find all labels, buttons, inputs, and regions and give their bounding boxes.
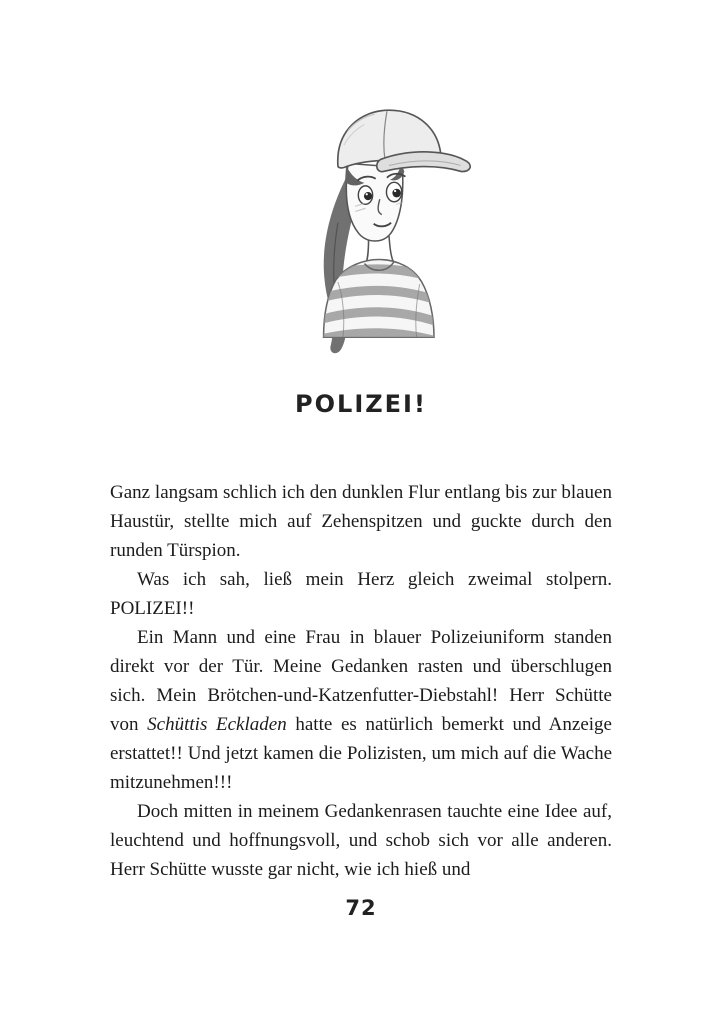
paragraph: Was ich sah, ließ mein Herz gleich zweimal stolpern. POLIZEI!!: [110, 569, 612, 619]
paragraph-text: hatte es natürlich bemerkt und Anzeige erstattet!! Und jetzt kamen die Polizisten, um mich auf die Wache mitzunehmen!!!: [110, 714, 612, 793]
body-text: [110, 478, 612, 884]
paragraph-text: Ein Mann und eine Frau in blauer Polizeiuniform standen direkt vor der Tür. Meine Gedanken rasten und überschlugen sich. Mein Brötchen-und-Katzenfutter-Diebstahl! Herr Schütte von: [110, 627, 612, 735]
paragraph: Doch mitten in meinem Gedankenrasen tauchte eine Idee auf, leuchtend und hoffnungsvoll, und schob sich vor alle anderen. Herr Schütte wusste gar nicht, wie ich hieß und: [110, 801, 612, 880]
italic-store-name: Schüttis Eckladen: [147, 714, 287, 735]
paragraph: Ganz langsam schlich ich den dunklen Flur entlang bis zur blauen Haustür, stellte mich auf Zehenspitzen und guckte durch den runden Türspion.: [110, 482, 612, 561]
page-number: 72: [345, 896, 377, 920]
girl-sketch-illustration: [297, 100, 482, 377]
paragraph: [110, 623, 612, 797]
chapter-title: POLIZEI!: [295, 390, 427, 418]
girl-with-cap-drawing: [297, 100, 482, 372]
